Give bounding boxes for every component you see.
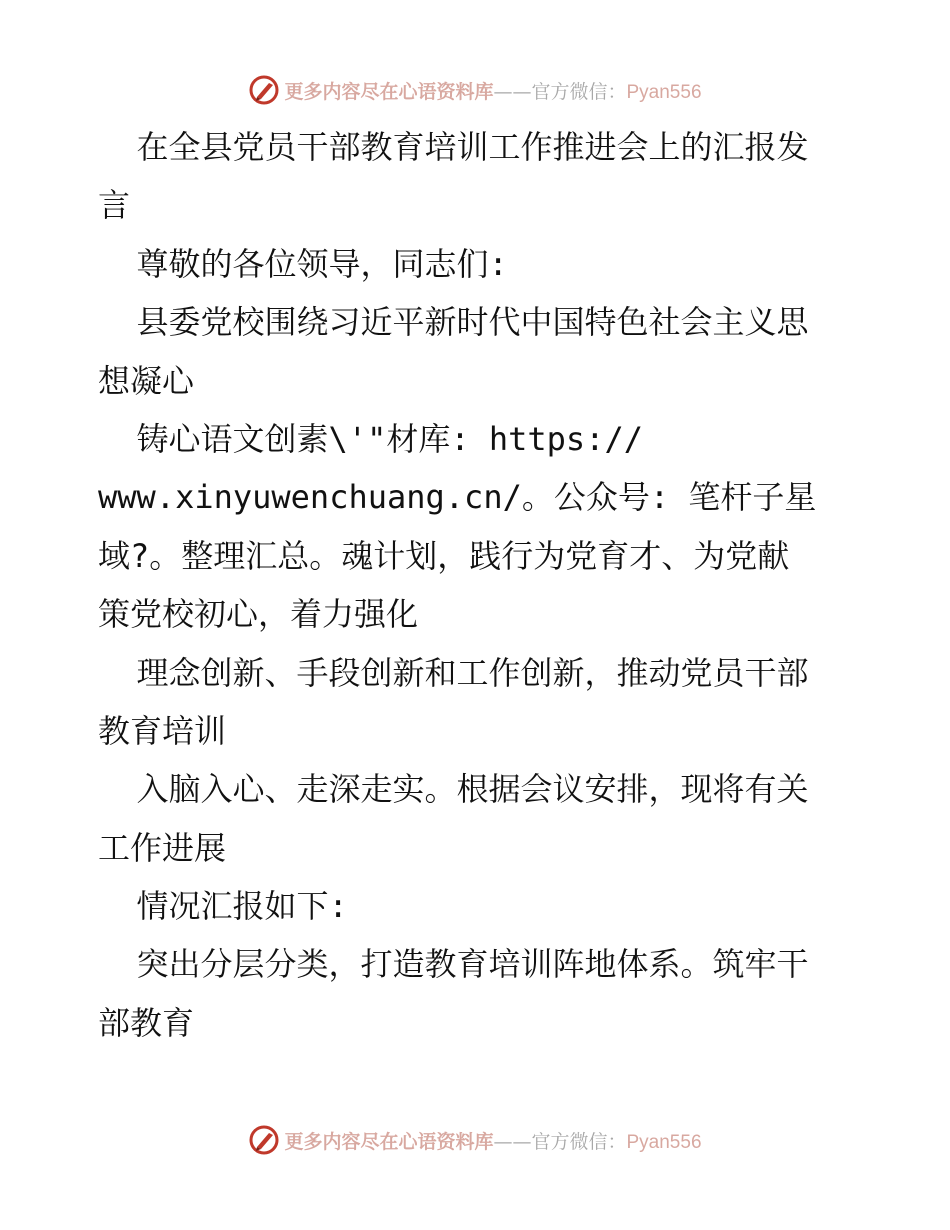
body-line: 县委党校围绕习近平新时代中国特色社会主义思 <box>98 303 809 342</box>
body-line: www.xinyuwenchuang.cn/。公众号: 笔杆子星 <box>98 478 817 517</box>
body-line: 部教育 <box>98 1003 195 1042</box>
body-line: 在全县党员干部教育培训工作推进会上的汇报发 <box>98 128 809 166</box>
body-line: 域?。整理汇总。魂计划，践行为党育才、为党献 <box>98 536 790 575</box>
body-line: 尊敬的各位领导，同志们: <box>98 244 508 283</box>
document-body <box>98 118 858 1052</box>
footer-wechat-label: 官方微信： <box>531 1130 627 1153</box>
body-line: 突出分层分类，打造教育培训阵地体系。筑牢干 <box>98 945 809 984</box>
header-wechat-id: Pyan556 <box>626 81 702 103</box>
footer-banner-inner <box>248 1124 701 1156</box>
body-line: 铸心语文创素\'"材库: https:// <box>98 419 643 458</box>
footer-banner <box>0 1120 950 1160</box>
header-separator: —— <box>493 80 532 103</box>
body-line: 工作进展 <box>98 828 227 867</box>
header-wechat-label: 官方微信： <box>531 80 627 103</box>
footer-wechat-id: Pyan556 <box>626 1131 702 1153</box>
body-line: 情况汇报如下: <box>98 887 348 926</box>
footer-site-name: 更多内容尽在心语资料库 <box>284 1130 494 1153</box>
footer-text <box>284 1127 701 1154</box>
header-banner-inner <box>248 74 701 106</box>
pen-logo-icon <box>248 74 280 106</box>
body-line: 理念创新、手段创新和工作创新，推动党员干部 <box>98 653 809 692</box>
header-text <box>284 77 701 104</box>
body-line: 教育培训 <box>98 711 227 750</box>
body-line: 入脑入心、走深走实。根据会议安排，现将有关 <box>98 770 809 809</box>
pen-logo-icon <box>248 1124 280 1156</box>
body-line: 言 <box>98 186 131 225</box>
header-banner <box>0 70 950 110</box>
footer-separator: —— <box>493 1130 532 1153</box>
body-line: 想凝心 <box>98 361 195 400</box>
body-line: 策党校初心，着力强化 <box>98 595 419 634</box>
header-site-name: 更多内容尽在心语资料库 <box>284 80 494 103</box>
